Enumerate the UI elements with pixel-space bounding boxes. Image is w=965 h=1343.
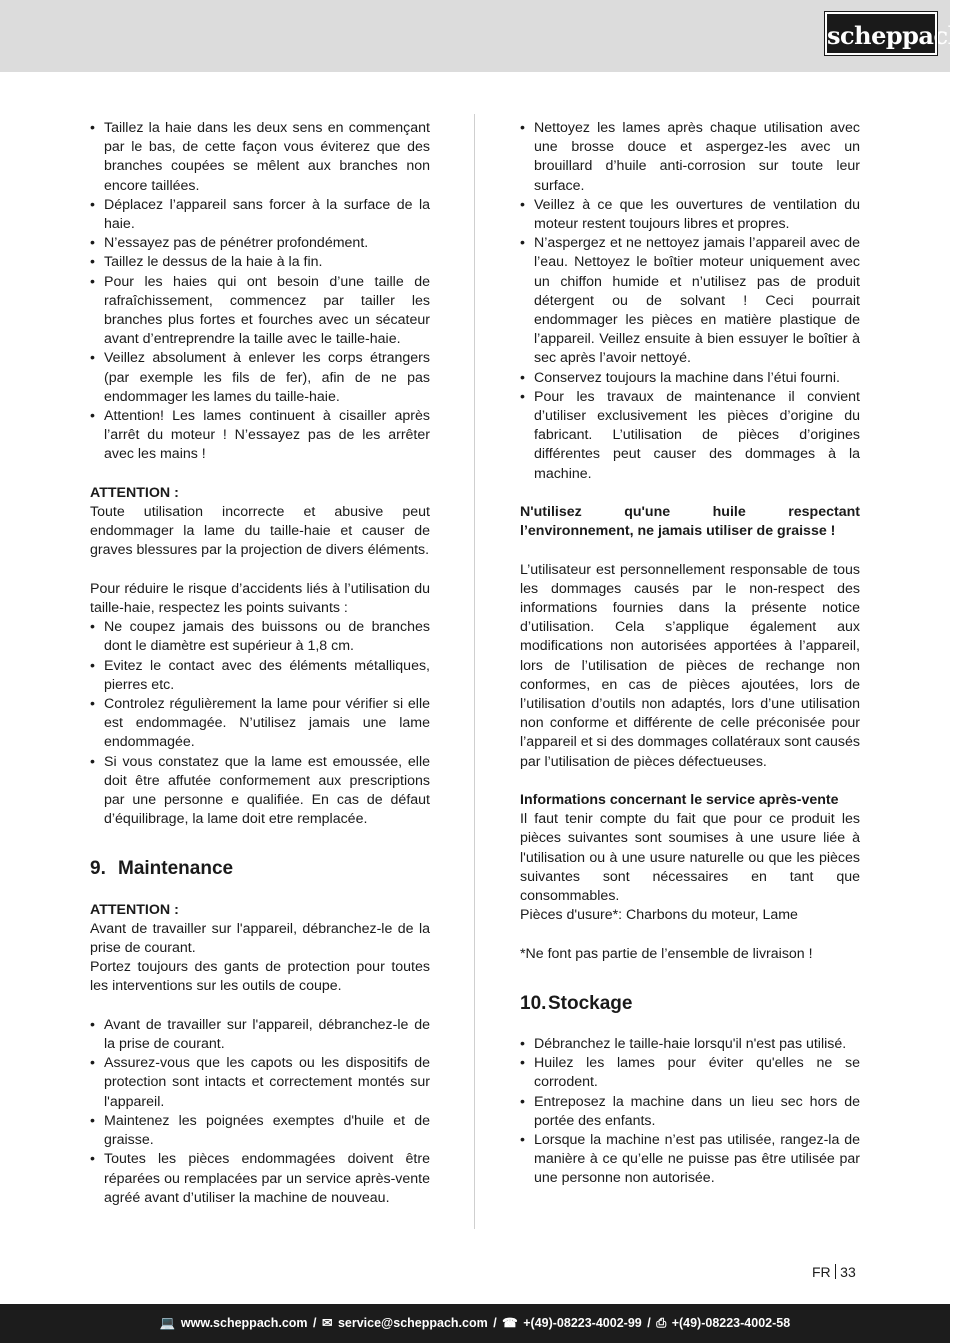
wear-parts: Pièces d'usure*: Charbons du moteur, Lame	[520, 907, 798, 924]
section-title: Maintenance	[118, 858, 234, 880]
cutting-tips-list	[90, 119, 430, 465]
list-item: • Conservez toujours la machine dans l’étui fourni.	[520, 369, 860, 388]
list-item: • Controlez régulièrement la lame pour vérifier si elle est endommagée. N’utilisez jamais une lame endommagée.	[90, 695, 430, 753]
list-item: • Avant de travailler sur l'appareil, débranchez-le de la prise de courant.	[90, 1016, 430, 1054]
fax-icon: ⎙	[656, 1316, 667, 1330]
page-footer	[0, 1304, 950, 1343]
page-number-divider	[835, 1264, 837, 1279]
service-heading: Informations concernant le service après-vente	[520, 792, 839, 809]
list-item: • Huilez les lames pour éviter qu'elles ne se corrodent.	[520, 1054, 860, 1092]
cleaning-list	[520, 119, 860, 484]
oil-notice: N'utilisez qu'une huile respectant l’environnement, ne jamais utiliser de graisse !	[520, 504, 860, 540]
attention-text: Avant de travailler sur l'appareil, débranchez-le de la prise de courant.	[90, 920, 430, 957]
list-item: • Assurez-vous que les capots ou les dispositifs de protection sont intacts et correctement montés sur l'appareil.	[90, 1054, 430, 1112]
list-item: • Attention! Les lames continuent à cisailler après l’arrêt du moteur ! N’essayez pas de les arrêter avec les mains !	[90, 407, 430, 465]
list-item: • Entreposez la machine dans un lieu sec hors de portée des enfants.	[520, 1093, 860, 1131]
list-item: • Pour les travaux de maintenance il convient d’utiliser exclusivement les pièces d’origine du fabricant. L’utilisation de pièces d’origines différentes peut causer des dommages à la machine.	[520, 388, 860, 484]
list-item: • Si vous constatez que la lame est emoussée, elle doit être affutée conformement aux prescriptions par une personne e qualifiée. En cas de défaut d’équilibrage, la lame doit etre remplacée.	[90, 753, 430, 830]
storage-list	[520, 1035, 860, 1189]
footer-separator: /	[647, 1316, 651, 1330]
attention-text: Portez toujours des gants de protection pour toutes les interventions sur les outils de coupe.	[90, 959, 430, 995]
list-item: • Déplacez l’appareil sans forcer à la surface de la haie.	[90, 196, 430, 234]
language-code: FR	[812, 1264, 831, 1280]
brand-logo: scheppach	[825, 12, 937, 55]
mail-icon: ✉	[321, 1316, 333, 1330]
list-item: • Toutes les pièces endommagées doivent être réparées ou remplacées par un service après-vente agréé avant d’utiliser la machine de nouveau.	[90, 1150, 430, 1208]
footnote: *Ne font pas partie de l’ensemble de livraison !	[520, 945, 813, 962]
footer-separator: /	[493, 1316, 497, 1330]
list-item: • Evitez le contact avec des éléments métalliques, pierres etc.	[90, 657, 430, 695]
attention-text: Toute utilisation incorrecte et abusive peut endommager la lame du taille-haie et causer de graves blessures par la projection de divers éléments.	[90, 504, 430, 559]
service-text: Il faut tenir compte du fait que pour ce produit les pièces suivantes sont soumises à une usure liée à l'utilisation ou à une usure naturelle ou que les pièces suivantes sont nécessaires en tant que consommables.	[520, 811, 860, 905]
email-link[interactable]: service@scheppach.com	[337, 1316, 488, 1330]
list-item: • Taillez la haie dans les deux sens en commençant par le bas, de cette façon vous éviterez que des branches coupées se mêlent aux branches non encore taillées.	[90, 119, 430, 196]
safety-intro: Pour réduire le risque d’accidents liés à l’utilisation du taille-haie, respectez les points suivants :	[90, 580, 430, 617]
list-item: • Pour les haies qui ont besoin d’une taille de rafraîchissement, commencez par tailler les branches plus fortes et fourches avec un sécateur avant d’entreprendre la taille avec le taille-haie.	[90, 273, 430, 350]
maintenance-list	[90, 1016, 430, 1208]
page-number	[812, 1264, 856, 1280]
liability-text: L’utilisateur est personnellement responsable de tous les dommages causés par le non-respect des informations fournies dans la présente notice d’utilisation. Cela s’applique également aux modifications non autorisées apportées à l’appareil, lors de l’utilisation de pièces de rechange non conformes, en cas de pièces ajoutées, lors de l’utilisation d’outils non adaptés, lors d’une utilisation non conforme et différente de celle préconisée pour l’appareil et si des dommages collatéraux sont causés par l’utilisation de pièces défectueuses.	[520, 561, 860, 770]
section-number: 9.	[90, 858, 106, 880]
section-heading-storage	[520, 992, 860, 1016]
list-item: • Nettoyez les lames après chaque utilisation avec une brosse douce et aspergez-les avec un brouillard d’huile anti-corrosion sur toute leur surface.	[520, 119, 860, 196]
list-item: • Lorsque la machine n’est pas utilisée, rangez-la de manière à ce qu’elle ne puisse pas être utilisée par une personne non autorisée.	[520, 1131, 860, 1189]
list-item: • N’aspergez et ne nettoyez jamais l’appareil avec de l’eau. Nettoyez le boîtier moteur uniquement avec un chiffon humide et n’utilisez pas de produit détergent ou de solvant ! Ceci pourrait endommager les pièces en matière plastique de l’appareil. Veillez ensuite à bien essuyer le boîtier à sec après l’avoir nettoyé.	[520, 234, 860, 368]
phone-icon: ☎	[502, 1316, 518, 1330]
list-item: • Débranchez le taille-haie lorsqu'il n'est pas utilisé.	[520, 1035, 860, 1054]
list-item: • Veillez absolument à enlever les corps étrangers (par exemple les fils de fer), afin de ne pas endommager les lames du taille-haie.	[90, 349, 430, 407]
list-item: • Ne coupez jamais des buissons ou de branches dont le diamètre est supérieur à 1,8 cm.	[90, 618, 430, 656]
right-column	[520, 119, 860, 1189]
column-divider	[474, 114, 475, 1229]
computer-icon: 💻	[159, 1316, 176, 1330]
phone-number: +(49)-08223-4002-99	[523, 1316, 642, 1330]
list-item: • Taillez le dessus de la haie à la fin.	[90, 253, 430, 272]
left-column	[90, 119, 430, 1208]
section-number: 10.	[520, 992, 547, 1014]
footer-separator: /	[313, 1316, 317, 1330]
list-item: • Maintenez les poignées exemptes d'huile et de graisse.	[90, 1112, 430, 1150]
list-item: • N’essayez pas de pénétrer profondément.	[90, 234, 430, 253]
attention-heading: ATTENTION :	[90, 901, 179, 918]
fax-number: +(49)-08223-4002-58	[671, 1316, 791, 1330]
page-header	[0, 0, 965, 72]
list-item: • Veillez à ce que les ouvertures de ventilation du moteur restent toujours libres et propres.	[520, 196, 860, 234]
section-heading-maintenance	[90, 857, 430, 881]
page-number-value: 33	[840, 1264, 856, 1280]
website-link[interactable]: www.scheppach.com	[180, 1316, 308, 1330]
attention-heading: ATTENTION :	[90, 484, 179, 501]
safety-list	[90, 618, 430, 829]
section-title: Stockage	[548, 992, 633, 1014]
